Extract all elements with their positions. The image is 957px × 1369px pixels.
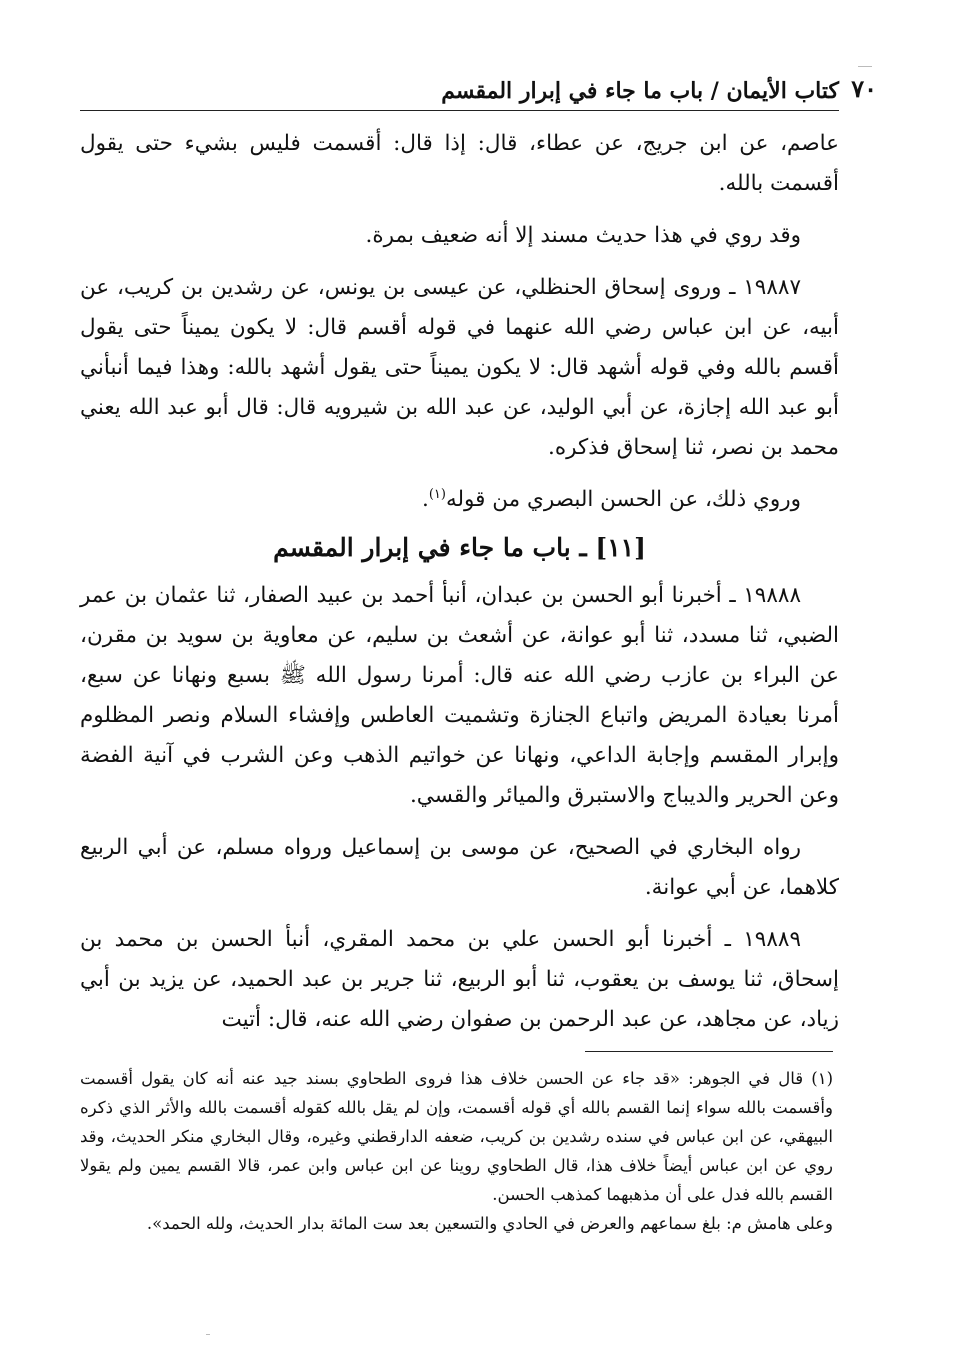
main-text bbox=[80, 124, 839, 1040]
page-number: ٧٠ bbox=[851, 74, 877, 103]
footnote-continuation: وعلى هامش م: بلغ سماعهم والعرض في الحادي والتسعين بعد ست المائة بدار الحديث، ولله الحمد». bbox=[146, 1214, 833, 1233]
hadith-19887: ١٩٨٨٧ ـ وروى إسحاق الحنظلي، عن عيسى بن يونس، عن رشدين بن كريب، عن أبيه، عن ابن عباس رضي الله عنهما في قوله أقسم قال: لا يكون يميناً حتى يقول أقسم بالله وفي قوله أشهد قال: لا يكون يميناً حتى يقول أشهد بالله: وهذا فيما أنبأني أبو عبد الله إجازة، عن أبي الوليد، عن عبد الله بن شيرويه قال: قال أبو عبد الله يعني محمد بن نصر، ثنا إسحاق فذكره. bbox=[80, 275, 839, 460]
scan-mark bbox=[858, 66, 872, 67]
hadith-19888: ١٩٨٨٨ ـ أخبرنا أبو الحسن بن عبدان، أنبأ أحمد بن عبيد الصفار، ثنا عثمان بن عمر الضبي، ثنا مسدد، ثنا أبو عوانة، عن أشعث بن سليم، عن معاوية بن سويد بن مقرن، عن البراء بن عازب رضي الله عنه قال: أمرنا رسول الله ﷺ بسبع ونهانا عن سبع، أمرنا بعيادة المريض واتباع الجنازة وتشميت العاطس وإفشاء السلام ونصر المظلوم وإبرار المقسم وإجابة الداعي، ونهانا عن خواتيم الذهب وعن الشرب في آنية الفضة وعن الحرير والديباج والاستبرق والميائر والقسي. bbox=[80, 583, 839, 808]
paragraph: عاصم، عن ابن جريج، عن عطاء، قال: إذا قال: أقسمت فليس بشيء حتى يقول أقسمت بالله. bbox=[80, 131, 839, 196]
section-heading: [١١] ـ باب ما جاء في إبرار المقسم bbox=[273, 533, 646, 562]
paragraph-with-note bbox=[80, 480, 839, 520]
paragraph-text: وروي ذلك، عن الحسن البصري من قوله bbox=[445, 487, 801, 512]
footnote-1: (١) قال في الجوهر: «قد جاء عن الحسن خلاف هذا فروى الطحاوي بسند جيد عنه أنه كان يقول أقسمت وأقسمت بالله سواء إنما القسم بالله أي قوله أقسمت، وإن لم يقل بالله كقوله أقسمت بالله والأثر الذي ذكره البيهقي، عن ابن عباس في سنده رشدين بن كريب، ضعفه الدارقطني وغيره، وقال البخاري منكر الحديث، وقد روي عن ابن عباس أيضاً خلاف هذا، قال الطحاوي روينا عن ابن عباس وابن عمر، قالا القسم يمين ولم يقولا القسم بالله فدل على أن مذهبهما كمذهب الحسن. bbox=[80, 1069, 833, 1204]
paragraph: وقد روي في هذا حديث مسند إلا أنه ضعيف بمرة. bbox=[365, 223, 801, 248]
paragraph: رواه البخاري في الصحيح، عن موسى بن إسماعيل ورواه مسلم، عن أبي الربيع كلاهما، عن أبي عوانة. bbox=[80, 835, 839, 900]
footnotes bbox=[80, 1064, 833, 1238]
running-title: كتاب الأيمان / باب ما جاء في إبرار المقسم bbox=[441, 78, 839, 104]
scan-mark bbox=[206, 1334, 210, 1335]
footnote-reference: (١) bbox=[428, 486, 446, 502]
hadith-19889: ١٩٨٨٩ ـ أخبرنا أبو الحسن علي بن محمد المقري، أنبأ الحسن بن محمد بن إسحاق، ثنا يوسف بن يعقوب، ثنا أبو الربيع، ثنا جرير بن عبد الحميد، عن يزيد بن أبي زياد، عن مجاهد، عن عبد الرحمن بن صفوان رضي الله عنه، قال: أتيت bbox=[80, 927, 839, 1032]
footnote-separator bbox=[585, 1051, 833, 1052]
paragraph-end: . bbox=[422, 487, 429, 512]
running-header bbox=[80, 70, 877, 111]
